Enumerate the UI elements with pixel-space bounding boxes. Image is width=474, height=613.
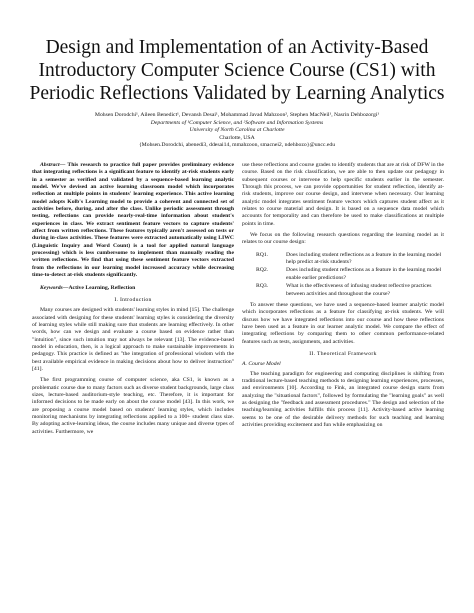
affiliation-city: Charlotte, USA <box>219 134 255 141</box>
paper-title: Design and Implementation of an Activity-Based Introductory Computer Science Course (CS1) with Periodic Reflections Validated by Learning Analytics <box>29 37 445 104</box>
rq-text: What is the effectiveness of infusing student reflective practices between activities and throughout the course? <box>286 283 432 297</box>
rq-label: RQ2. <box>256 267 269 274</box>
intro-paragraph-1: Many courses are designed with students' learning styles in mind [15]. The challenge associated with designing for these students' learning styles is considering the diversity of learning styles while still making sure that students are learning effectively. In other words, how can we design and evaluate a course based on evidence rather than "intuition", since such intuition may not always be relevant [13]. The evidence-based model in education, then, is a logical approach to make sustainable improvements in pedagogy. This practice is defined as "the integration of professional wisdom with the best available empirical evidence in making decisions about how to deliver instruction" [41]. <box>32 307 234 372</box>
body-paragraph-3: To answer these questions, we have used a sequence-based learner analytic model which incorporates reflections as a feature for classifying at-risk students. We will discuss how we have integrated reflections into our course and how these reflections have been used as a feature in our learner analytic model. We compare the effect of integrating reflections by comparing them to other common performance-related features such as tests, assignments, and activities. <box>242 301 444 345</box>
research-question-2 <box>242 267 444 282</box>
body-paragraph-4: The teaching paradigm for engineering and computing disciplines is shifting from traditional lecture-based teaching methods to designing learning experiences, processes, and environments [10]. According to Fink, an integrated course design starts from analyzing the "situational factors", followed by formulating the "learning goals" as well as designing the "feedback and assessment procedures." The design and selection of the teaching/learning activities fulfills this process [11]. Activity-based active learning seems to be one of the desirable delivery methods for such teaching and learning activities providing excitement and fun while emphasizing on <box>242 370 444 428</box>
intro-paragraph-2: The first programming course of computer science, aka CS1, is known as a problematic course due to many factors such as diverse student backgrounds, large class sizes, lecture-based auditorium-style teaching, etc. Therefore, it is important for informed decisions to be made early on about the course model [43]. In this work, we are proposing a course model based on students' learning styles, which includes monitoring mechanisms by integrating reflections applied to a 100+ student class size. By adopting active-learning ideas, the course includes many unique and diverse types of activities. Furthermore, we <box>32 377 234 435</box>
rq-label: RQ3. <box>256 283 269 290</box>
keywords-lead: Keywords— <box>40 284 69 291</box>
keywords <box>32 285 234 292</box>
rq-text: Does including student reflections as a feature in the learning model help predict at-risk students? <box>286 251 442 266</box>
affiliation-departments: Departments of ¹Computer Science, and ²Software and Information Systems <box>150 119 324 126</box>
section-heading-introduction: I. Introduction <box>114 296 152 303</box>
subsection-heading-course-model: A. Course Model <box>242 361 281 368</box>
author-emails: {Mohsen.Dorodchi, abenedi3, ddesai14, mmahzoon, smacnei2, ndehbozo}@uncc.edu <box>138 142 336 149</box>
rq-label: RQ1. <box>256 251 269 258</box>
research-question-3 <box>242 283 444 298</box>
body-paragraph-1: use these reflections and course grades to identify students that are at risk of DFW in the course. Based on the risk classification, we are able to then update our pedagogy in subsequent courses or intervene to help specific students earlier in the semester. Through this process, we can provide opportunities for student reflection, identify at-risk students, improve our course design, and intervene when necessary. Our learning analytic model integrates sentiment feature vectors which captures student affect as it relates to course material and design. It is based on a sequence data model which accounts for temporality and can therefore be used to make classifications at multiple points in time. <box>242 162 444 227</box>
rq-text: Does including student reflections as a feature in the learning model enable earlier predictions? <box>286 267 442 281</box>
research-question-1 <box>242 252 444 267</box>
right-column <box>242 162 444 429</box>
left-column <box>32 162 234 436</box>
author-block <box>20 112 454 150</box>
section-heading-theoretical-framework: II. Theoretical Framework <box>309 350 377 357</box>
affiliation-university: University of North Carolina at Charlotte <box>189 127 285 134</box>
abstract <box>32 162 234 280</box>
body-paragraph-2: We focus on the following research questions regarding the learning model as it relates to our course design: <box>242 232 444 246</box>
abstract-lead: Abstract— <box>40 162 66 168</box>
keywords-body: Active Learning, Reflection <box>68 284 136 291</box>
author-list: Mohsen Dorodchi¹, Aileen Benedict¹, Devansh Desai¹, Mohammad Javad Mahzoon², Stephen MacNeil¹, Nasrin Dehbozorgi¹ <box>94 112 380 118</box>
abstract-body: This research to practice full paper provides preliminary evidence that integrating reflections is a significant feature to identify at-risk students early in a semester as verified and validated by a sequence-based learning analytic model. We've devised an active learning classroom model which incorporates reflection at multiple points in students' learning experience. This active learning model adopts Kolb's Learning model to provide a coherent and connected set of activities before, during, and after the class. Unlike periodic assessment through testing, reflections can provide nearly-real-time information about student's experiences in class. We extract sentiment feature vectors to capture students' affect from written reflections. These features typically aren't assessed on tests or during in-class activities. These features were extracted automatically using LIWC (Linguistic Inquiry and Word Count) is a tool for applied natural language processing) which is less cumbersome to implement than manually reading the written reflections. We find that using these sentiment feature vectors extracted from the reflections in our learning model increased accuracy while decreasing time-to-detect at-risk students significantly. <box>32 162 234 279</box>
